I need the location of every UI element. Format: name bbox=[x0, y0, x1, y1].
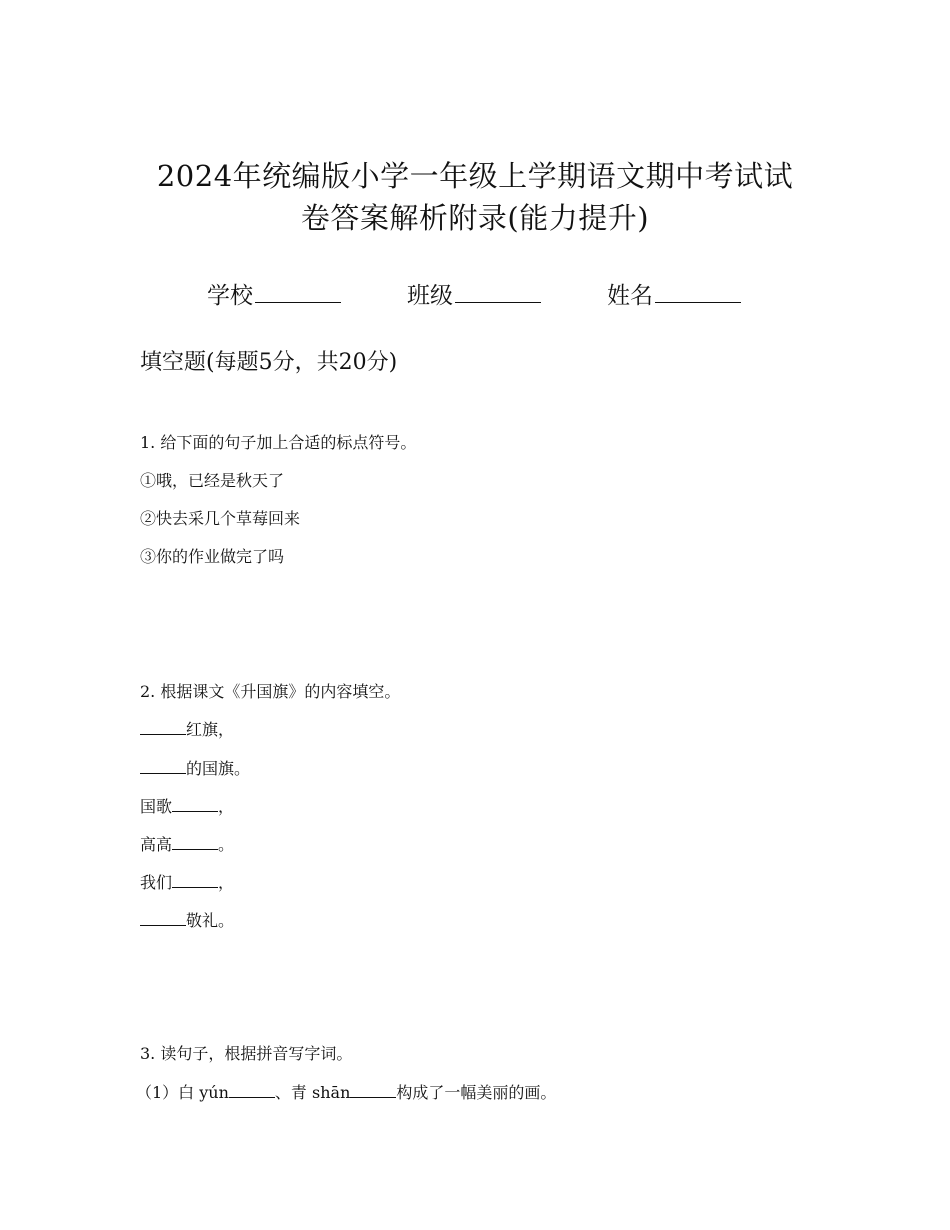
answer-blank[interactable] bbox=[140, 909, 186, 926]
class-field bbox=[407, 276, 541, 310]
exam-title-line-1: 2024年统编版小学一年级上学期语文期中考试试 bbox=[156, 159, 794, 193]
question-2-line-5 bbox=[140, 871, 234, 894]
question-1-item-3: ③你的作业做完了吗 bbox=[140, 547, 285, 566]
line-text: 我们 bbox=[140, 873, 173, 892]
answer-blank[interactable] bbox=[229, 1081, 275, 1098]
section-heading: 填空题(每题5分，共20分) bbox=[140, 350, 398, 375]
question-2-line-6 bbox=[140, 909, 234, 932]
line-punct: ， bbox=[218, 797, 235, 816]
name-blank[interactable] bbox=[655, 276, 741, 303]
question-1-stem: 1. 给下面的句子加上合适的标点符号。 bbox=[140, 433, 417, 452]
question-1-item-1: ①哦，已经是秋天了 bbox=[140, 471, 285, 490]
line-punct: ， bbox=[218, 873, 235, 892]
question-1-item-2: ②快去采几个草莓回来 bbox=[140, 509, 301, 528]
line-text: 敬礼。 bbox=[186, 911, 235, 930]
school-blank[interactable] bbox=[255, 276, 341, 303]
line-text: 的国旗。 bbox=[186, 759, 251, 778]
item-text: 构成了一幅美丽的画。 bbox=[396, 1083, 557, 1102]
answer-blank[interactable] bbox=[350, 1081, 396, 1098]
name-field bbox=[607, 276, 741, 310]
question-2-line-2 bbox=[140, 757, 250, 780]
item-text: 、青 shān bbox=[274, 1083, 351, 1102]
answer-blank[interactable] bbox=[140, 757, 186, 774]
school-field bbox=[207, 276, 341, 310]
answer-blank[interactable] bbox=[172, 833, 218, 850]
name-label: 姓名 bbox=[607, 283, 653, 309]
question-3-stem: 3. 读句子，根据拼音写字词。 bbox=[140, 1044, 353, 1063]
answer-blank[interactable] bbox=[140, 718, 186, 735]
answer-blank[interactable] bbox=[172, 871, 218, 888]
question-3-item-1 bbox=[136, 1081, 556, 1104]
line-text: 高高 bbox=[140, 835, 173, 854]
class-blank[interactable] bbox=[455, 276, 541, 303]
item-text: （1）白 yún bbox=[136, 1083, 229, 1102]
school-label: 学校 bbox=[207, 283, 253, 309]
question-2-line-3 bbox=[140, 795, 234, 818]
line-text: 红旗， bbox=[186, 720, 235, 739]
question-2-stem: 2. 根据课文《升国旗》的内容填空。 bbox=[140, 682, 401, 701]
exam-title-line-2: 卷答案解析附录(能力提升) bbox=[300, 201, 650, 235]
line-text: 国歌 bbox=[140, 797, 173, 816]
class-label: 班级 bbox=[407, 283, 453, 309]
question-2-line-4 bbox=[140, 833, 234, 856]
question-2-line-1 bbox=[140, 718, 234, 741]
line-punct: 。 bbox=[218, 835, 235, 854]
answer-blank[interactable] bbox=[172, 795, 218, 812]
